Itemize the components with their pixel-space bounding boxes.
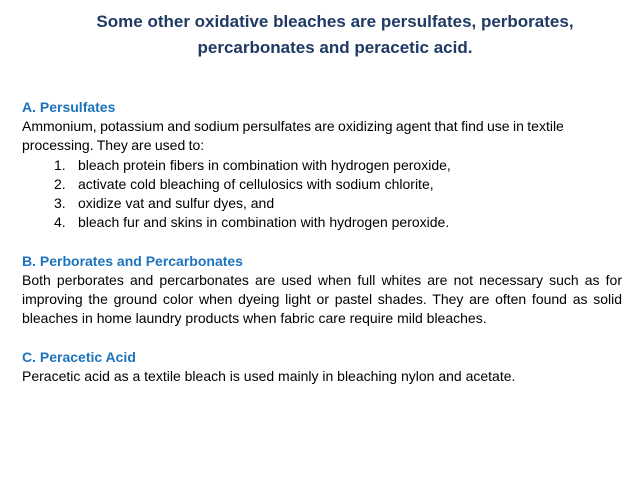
- section-a-intro: Ammonium, potassium and sodium persulfates are oxidizing agent that find use in textile processing. They are used to:: [22, 118, 564, 154]
- section-a-heading: A. Persulfates: [22, 99, 116, 115]
- section-c-body: Peracetic acid as a textile bleach is used mainly in bleaching nylon and acetate.: [22, 367, 516, 384]
- slide-title-line-2: percarbonates and peracetic acid.: [197, 38, 473, 57]
- spacer: [22, 232, 622, 251]
- section-a-uses-list: [22, 156, 622, 233]
- list-item: 4. bleach fur and skins in combination with hydrogen peroxide.: [54, 214, 450, 231]
- list-item: 3. oxidize vat and sulfur dyes, and: [54, 195, 275, 212]
- slide-title: [40, 9, 630, 61]
- section-c-heading: C. Peracetic Acid: [22, 348, 136, 365]
- spacer: [22, 328, 622, 347]
- list-item: 1. bleach protein fibers in combination with hydrogen peroxide,: [54, 156, 451, 173]
- list-item: 2. activate cold bleaching of cellulosics with sodium chlorite,: [54, 175, 434, 192]
- slide-body: [22, 98, 622, 386]
- section-b-body: Both perborates and percarbonates are used when full whites are not necessary such as for improving the ground color when dyeing light or pastel shades. They are often found as solid bleaches in home laundry products when fabric care require mild bleaches.: [22, 271, 622, 327]
- section-b-heading: B. Perborates and Percarbonates: [22, 252, 243, 269]
- slide-title-line-1: Some other oxidative bleaches are persulfates, perborates,: [96, 12, 574, 31]
